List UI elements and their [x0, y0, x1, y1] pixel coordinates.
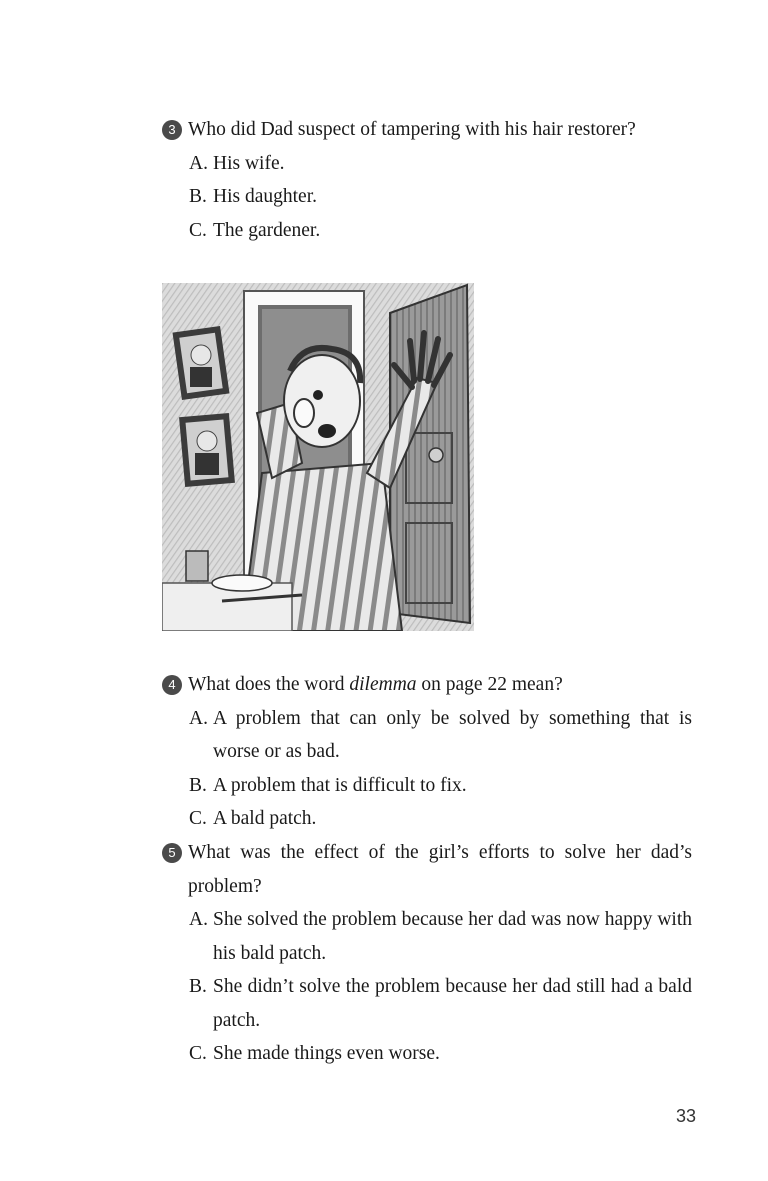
- question-4: [162, 668, 692, 836]
- option-c[interactable]: [189, 214, 692, 248]
- option-letter: A.: [189, 707, 208, 729]
- option-c[interactable]: [189, 802, 692, 836]
- question-text-after: on page 22 mean?: [416, 674, 563, 695]
- option-letter: C.: [189, 1043, 207, 1064]
- question-3-stem: [162, 113, 692, 147]
- question-text: What was the effect of the girl’s efforts to solve her dad’s problem?: [188, 842, 692, 897]
- question-number-badge: 3: [162, 120, 182, 140]
- option-letter: B.: [189, 774, 207, 796]
- option-letter: B.: [189, 186, 207, 207]
- page-number: 33: [675, 1106, 696, 1126]
- options-list: [162, 147, 692, 248]
- option-a[interactable]: [189, 147, 692, 181]
- question-4-stem: [162, 668, 692, 702]
- option-text: She didn’t solve the problem because her dad still had a bald patch.: [213, 976, 692, 1031]
- option-text: A problem that is difficult to fix.: [213, 774, 467, 796]
- options-list: [162, 903, 692, 1071]
- option-letter: C.: [189, 808, 207, 829]
- option-text: His wife.: [213, 152, 285, 174]
- question-5: [162, 836, 692, 1071]
- option-b[interactable]: [189, 970, 692, 1037]
- option-text: She solved the problem because her dad was now happy with his bald patch.: [213, 909, 692, 964]
- option-text: The gardener.: [213, 219, 321, 241]
- option-b[interactable]: [189, 180, 692, 214]
- question-3: [162, 113, 692, 247]
- option-text: His daughter.: [213, 186, 317, 207]
- option-letter: C.: [189, 219, 207, 241]
- question-text: Who did Dad suspect of tampering with his hair restorer?: [188, 119, 636, 140]
- option-text: She made things even worse.: [213, 1043, 440, 1064]
- question-text-italic-word: dilemma: [349, 674, 417, 695]
- question-number-badge: 5: [162, 843, 182, 863]
- option-letter: A.: [189, 909, 208, 930]
- option-letter: A.: [189, 152, 208, 174]
- option-c[interactable]: [189, 1037, 692, 1071]
- question-text: [188, 668, 692, 702]
- option-b[interactable]: [189, 769, 692, 803]
- option-a[interactable]: [189, 702, 692, 769]
- options-list: [162, 702, 692, 836]
- question-5-stem: [162, 836, 692, 903]
- option-a[interactable]: [189, 903, 692, 970]
- question-text-before: What does the word: [188, 674, 350, 695]
- option-text: A problem that can only be solved by something that is worse or as bad.: [213, 707, 692, 762]
- portrait-frame-upper: [173, 326, 230, 400]
- option-letter: B.: [189, 976, 207, 997]
- option-text: A bald patch.: [213, 808, 317, 829]
- illustration-dad-in-pajamas: [162, 283, 474, 631]
- portrait-frame-lower: [179, 413, 235, 487]
- question-number-badge: 4: [162, 675, 182, 695]
